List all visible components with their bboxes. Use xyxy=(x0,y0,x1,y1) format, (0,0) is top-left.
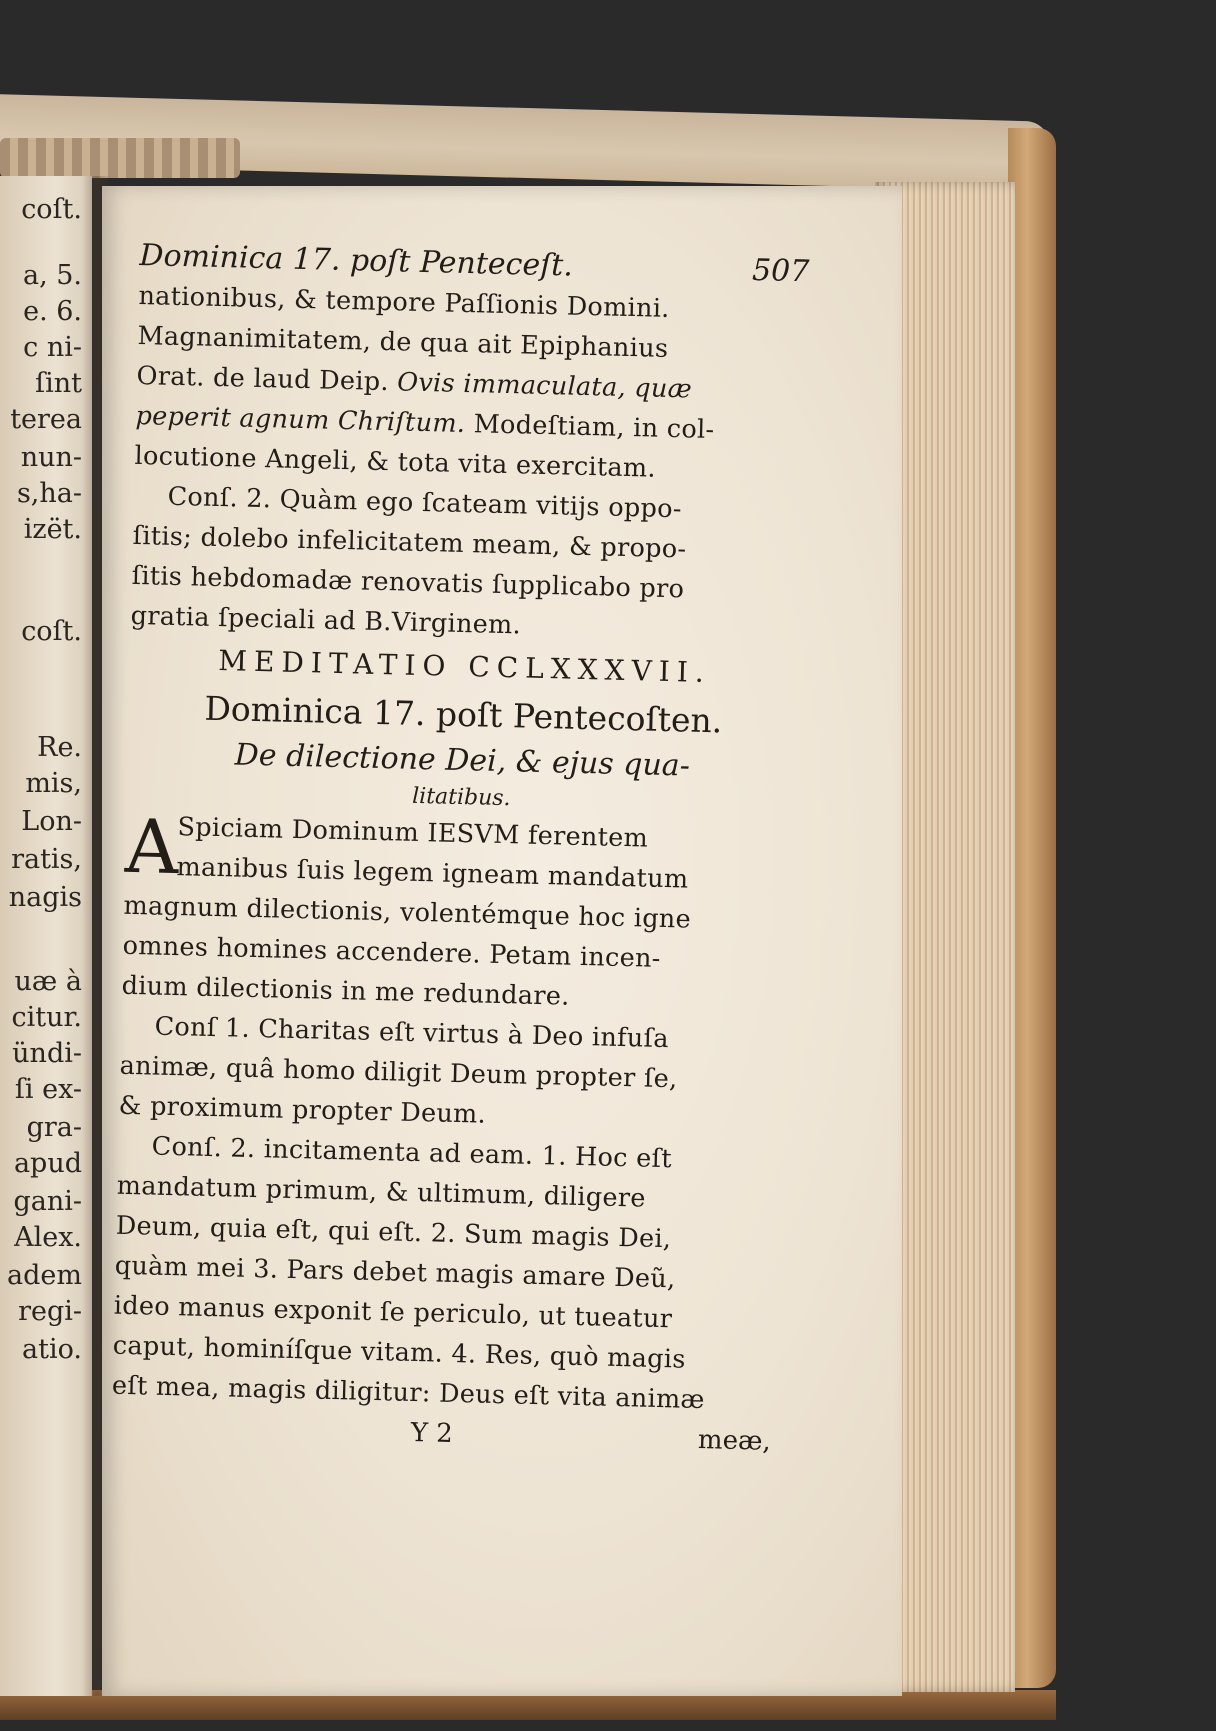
text-span: Orat. de laud Deip. xyxy=(136,360,390,398)
text-line: Conſ. 2. incitamenta ad eam. 1. Hoc eſt xyxy=(151,1131,673,1175)
left-page-fragment: atio. xyxy=(22,1334,82,1365)
text-line: ſitis; dolebo infelicitatem meam, & propo- xyxy=(132,520,687,565)
text-line: dium dilectionis in me redundare. xyxy=(121,970,570,1012)
text-line: Deum, quia eſt, qui eſt. 2. Sum magis Dei, xyxy=(115,1210,672,1255)
right-page xyxy=(102,186,902,1696)
left-page-fragment: gra- xyxy=(26,1112,82,1143)
meditation-heading: MEDITATIO CCLXXXVII. xyxy=(217,644,712,690)
running-head-title: Dominica 17. poſt Penteceſt. xyxy=(139,237,574,284)
left-page-fragment: izët. xyxy=(23,514,82,545)
page-text xyxy=(110,236,809,1462)
left-page-fragment: ſi ex- xyxy=(14,1074,82,1105)
headband xyxy=(0,138,240,178)
text-line: nationibus, & tempore Paſſionis Domini. xyxy=(138,280,671,324)
italic-quote: Ovis immaculata, quæ xyxy=(396,367,693,405)
subtitle-line: De dilectione Dei, & ejus qua- xyxy=(234,737,691,784)
left-page-fragment: a, 5. xyxy=(22,260,82,291)
left-page-fragment: terea xyxy=(10,404,82,435)
left-page-fragment: ündi- xyxy=(12,1038,82,1069)
left-page-fragment: nun- xyxy=(20,442,82,473)
left-page-fragment: c ni- xyxy=(23,332,82,363)
text-line: caput, hominíſque vitam. 4. Res, quò magis xyxy=(112,1330,687,1375)
text-line: ſitis hebdomadæ renovatis ſupplicabo pro xyxy=(131,560,685,605)
text-line: locutione Angeli, & tota vita exercitam. xyxy=(134,440,657,484)
left-page-fragment: mis, xyxy=(25,768,82,799)
left-page-fragment: nagis xyxy=(8,882,82,913)
dominica-heading: Dominica 17. poſt Pentecoſten. xyxy=(204,688,723,741)
text-line: quàm mei 3. Pars debet magis amare Deũ, xyxy=(114,1250,676,1295)
book-cover-right-edge xyxy=(1008,128,1056,1688)
left-page-fragment: Lon- xyxy=(21,806,82,837)
left-page-fragment: uæ à xyxy=(14,966,82,997)
intro-paragraph xyxy=(121,803,796,1022)
text-line: Spiciam Dominum IESVM ferentem xyxy=(177,812,649,854)
left-page xyxy=(0,176,92,1696)
left-page-fragment: regi- xyxy=(18,1296,82,1327)
italic-quote: peperit agnum Chriſtum. xyxy=(135,400,466,439)
text-line: mandatum primum, & ultimum, diligere xyxy=(116,1170,647,1214)
left-page-fragment: coſt. xyxy=(21,616,82,647)
left-page-fragment: Re. xyxy=(37,732,82,763)
text-line: eſt mea, magis diligitur: Deus eſt vita animæ xyxy=(111,1370,706,1416)
left-page-fragment: adem xyxy=(7,1260,82,1291)
text-line: manibus ſuis legem igneam mandatum xyxy=(176,852,689,895)
text-line: omnes homines accendere. Petam incen- xyxy=(122,930,662,974)
text-span: Modeſtiam, in col- xyxy=(464,409,715,446)
left-page-fragment: coſt. xyxy=(21,194,82,225)
text-line: animæ, quâ homo diligit Deum propter ſe, xyxy=(119,1050,678,1095)
drop-cap: A xyxy=(124,803,180,892)
text-line: Conſ. 2. Quàm ego ſcateam vitijs oppo- xyxy=(167,481,683,525)
left-page-fragment: apud xyxy=(13,1148,82,1179)
left-page-fragment: ſint xyxy=(35,368,82,399)
left-page-fragment: ratis, xyxy=(11,844,82,875)
page-number: 507 xyxy=(751,252,810,290)
catchword: meæ, xyxy=(697,1424,772,1457)
text-line: Magnanimitatem, de qua ait Epiphanius xyxy=(137,320,669,364)
signature-mark: Y 2 xyxy=(410,1417,454,1449)
subtitle-line: litatibus. xyxy=(411,783,511,812)
text-line: gratia ſpeciali ad B.Virginem. xyxy=(130,600,522,641)
text-line: & proximum propter Deum. xyxy=(118,1090,487,1130)
left-page-fragment: Alex. xyxy=(14,1222,82,1253)
text-line: magnum dilectionis, volentémque hoc igne xyxy=(123,890,692,935)
left-page-fragment: s,ha- xyxy=(16,478,82,509)
left-page-fragment: citur. xyxy=(11,1002,82,1033)
text-line: ideo manus exponit ſe periculo, ut tueatur xyxy=(113,1290,673,1335)
left-page-fragment: gani- xyxy=(13,1186,82,1217)
left-page-fragment: e. 6. xyxy=(23,296,82,327)
text-line: Conſ 1. Charitas eſt virtus à Deo infuſa xyxy=(154,1011,670,1055)
